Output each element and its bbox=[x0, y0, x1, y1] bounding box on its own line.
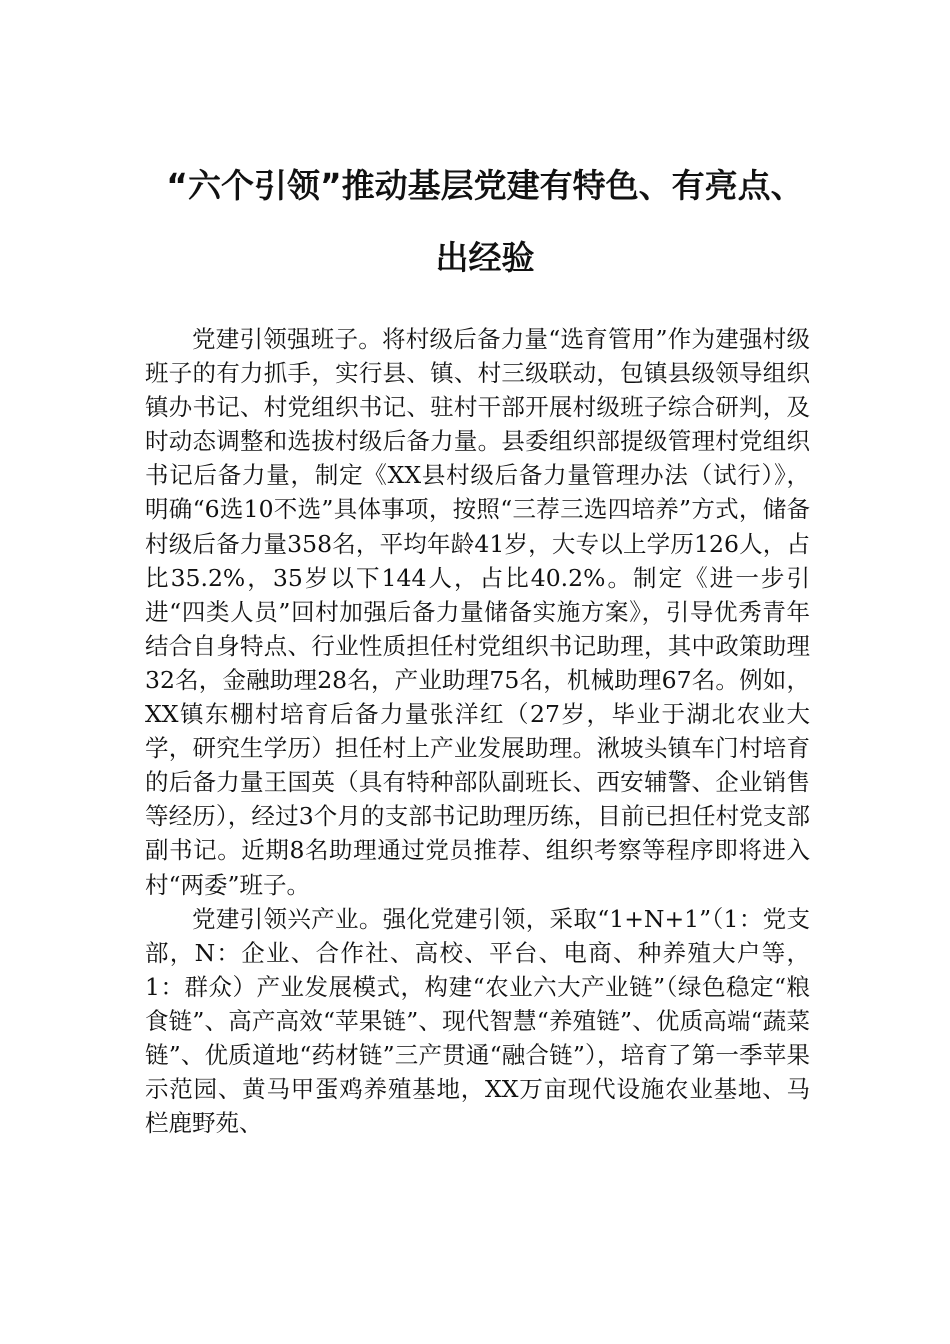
title-line-2: 出经验 bbox=[435, 238, 535, 277]
paragraph-strong-team: 党建引领强班子。将村级后备力量“选育管用”作为建强村级班子的有力抓手，实行县、镇、村三级联动，包镇县级领导组织镇办书记、村党组织书记、驻村干部开展村级班子综合研判，及时动态调整和选拔村级后备力量。县委组织部提级管理村党组织书记后备力量，制定《XX县村级后备力量管理办法（试行）》，明确“6选10不选”具体事项，按照“三荐三选四培养”方式，储备村级后备力量358名，平均年龄41岁，大专以上学历126人，占比35.2%，35岁以下144人，占比40.2%。制定《进一步引进“四类人员”回村加强后备力量储备实施方案》，引导优秀青年结合自身特点、行业性质担任村党组织书记助理，其中政策助理32名，金融助理28名，产业助理75名，机械助理67名。例如，XX镇东棚村培育后备力量张洋红（27岁，毕业于湖北农业大学，研究生学历）担任村上产业发展助理。湫坡头镇车门村培育的后备力量王国英（具有特种部队副班长、西安辅警、企业销售等经历），经过3个月的支部书记助理历练，目前已担任村党支部副书记。近期8名助理通过党员推荐、组织考察等程序即将进入村“两委”班子。 bbox=[145, 325, 810, 899]
document-title bbox=[145, 150, 825, 294]
paragraph-industry: 党建引领兴产业。强化党建引领，采取“1+N+1”（1：党支部，N：企业、合作社、高校、平台、电商、种养殖大户等，1：群众）产业发展模式，构建“农业六大产业链”（绿色稳定“粮食链”、高产高效“苹果链”、现代智慧“养殖链”、优质高端“蔬菜链”、优质道地“药材链”三产贯通“融合链”），培育了第一季苹果示范园、黄马甲蛋鸡养殖基地，XX万亩现代设施农业基地、马栏鹿野苑、 bbox=[145, 904, 810, 1138]
document-body bbox=[145, 322, 810, 1140]
title-line-1: “六个引领”推动基层党建有特色、有亮点、 bbox=[166, 166, 804, 205]
